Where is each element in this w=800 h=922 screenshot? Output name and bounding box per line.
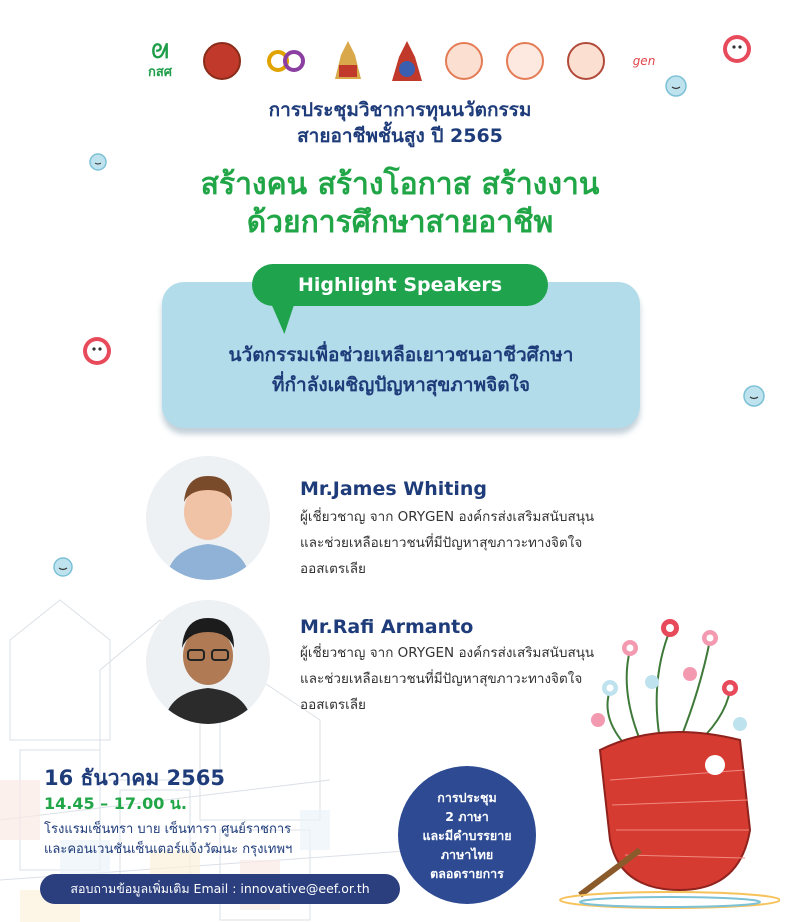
badge-line-1: การประชุม	[437, 789, 497, 805]
speaker-1-desc-line-2: และช่วยเหลือเยาวชนที่มีปัญหาสุขภาวะทางจิตใจ	[300, 535, 583, 551]
royal-emblem-logo	[331, 39, 365, 83]
university-seal-logo-2	[506, 42, 544, 80]
contact-email-banner[interactable]: สอบถามข้อมูลเพิ่มเติม Email : innovative@eef.or.th	[40, 874, 400, 904]
event-date: 16 ธันวาคม 2565	[44, 766, 225, 790]
speaker-2-name: Mr.Rafi Armanto	[300, 616, 474, 638]
pink-creature-icon	[80, 334, 114, 368]
conference-year: สายอาชีพชั้นสูง ปี 2565	[297, 125, 503, 147]
badge-line-4: ภาษาไทย	[440, 846, 494, 862]
event-time: 14.45 – 17.00 น.	[44, 794, 187, 813]
ark-illustration	[540, 590, 780, 910]
event-venue	[44, 820, 292, 860]
pink-creature-icon	[720, 32, 754, 66]
highlight-topic-line-1: นวัตกรรมเพื่อช่วยเหลือเยาวชนอาชีวศึกษา	[228, 344, 574, 366]
speaker-2-desc-line-1: ผู้เชี่ยวชาญ จาก ORYGEN องค์กรส่งเสริมสนับสนุน	[300, 645, 595, 661]
speaker-1-desc-line-3: ออสเตรเลีย	[300, 561, 366, 577]
highlight-speakers-label: Highlight Speakers	[252, 264, 548, 306]
venue-line-2: และคอนเวนชันเซ็นเตอร์แจ้งวัฒนะ กรุงเทพฯ	[44, 842, 293, 857]
badge-line-2: 2 ภาษา	[445, 808, 489, 824]
bilingual-badge	[398, 766, 536, 904]
speaker-1-description	[300, 504, 680, 582]
eef-mark-icon: ᘛ	[151, 38, 169, 63]
highlight-topic	[162, 340, 640, 400]
eef-logo-text: กสศ	[147, 64, 173, 80]
university-seal-logo-3	[567, 42, 605, 80]
badge-line-3: และมีคำบรรยาย	[422, 827, 512, 843]
ministry-seal-logo	[203, 42, 241, 80]
institution-crest-logo	[388, 39, 422, 83]
venue-line-1: โรงแรมเซ็นทรา บาย เซ็นทารา ศูนย์ราชการ	[44, 822, 292, 837]
speaker-2-photo	[146, 600, 270, 724]
anniversary-logo	[264, 44, 308, 78]
blue-creature-icon	[742, 384, 766, 408]
tagline-line-2: ด้วยการศึกษาสายอาชีพ	[246, 205, 554, 240]
highlight-topic-line-2: ที่กำลังเผชิญปัญหาสุขภาพจิตใจ	[272, 374, 530, 396]
speaker-2-desc-line-3: ออสเตรเลีย	[300, 697, 366, 713]
speaker-2-desc-line-2: และช่วยเหลือเยาวชนที่มีปัญหาสุขภาวะทางจิตใจ	[300, 671, 583, 687]
blue-creature-icon	[664, 74, 688, 98]
partner-logos	[140, 38, 660, 84]
blue-creature-icon	[52, 556, 74, 578]
university-seal-logo-1	[445, 42, 483, 80]
tagline-line-1: สร้างคน สร้างโอกาส สร้างงาน	[200, 167, 600, 202]
gen-logo: gen	[632, 54, 656, 68]
badge-line-5: ตลอดรายการ	[430, 865, 504, 881]
speaker-1-photo	[146, 456, 270, 580]
speaker-1-name: Mr.James Whiting	[300, 478, 488, 500]
conference-name: การประชุมวิชาการทุนนวัตกรรม	[268, 99, 532, 121]
speaker-1-desc-line-1: ผู้เชี่ยวชาญ จาก ORYGEN องค์กรส่งเสริมสนับสนุน	[300, 509, 595, 525]
eef-logo	[140, 38, 180, 84]
